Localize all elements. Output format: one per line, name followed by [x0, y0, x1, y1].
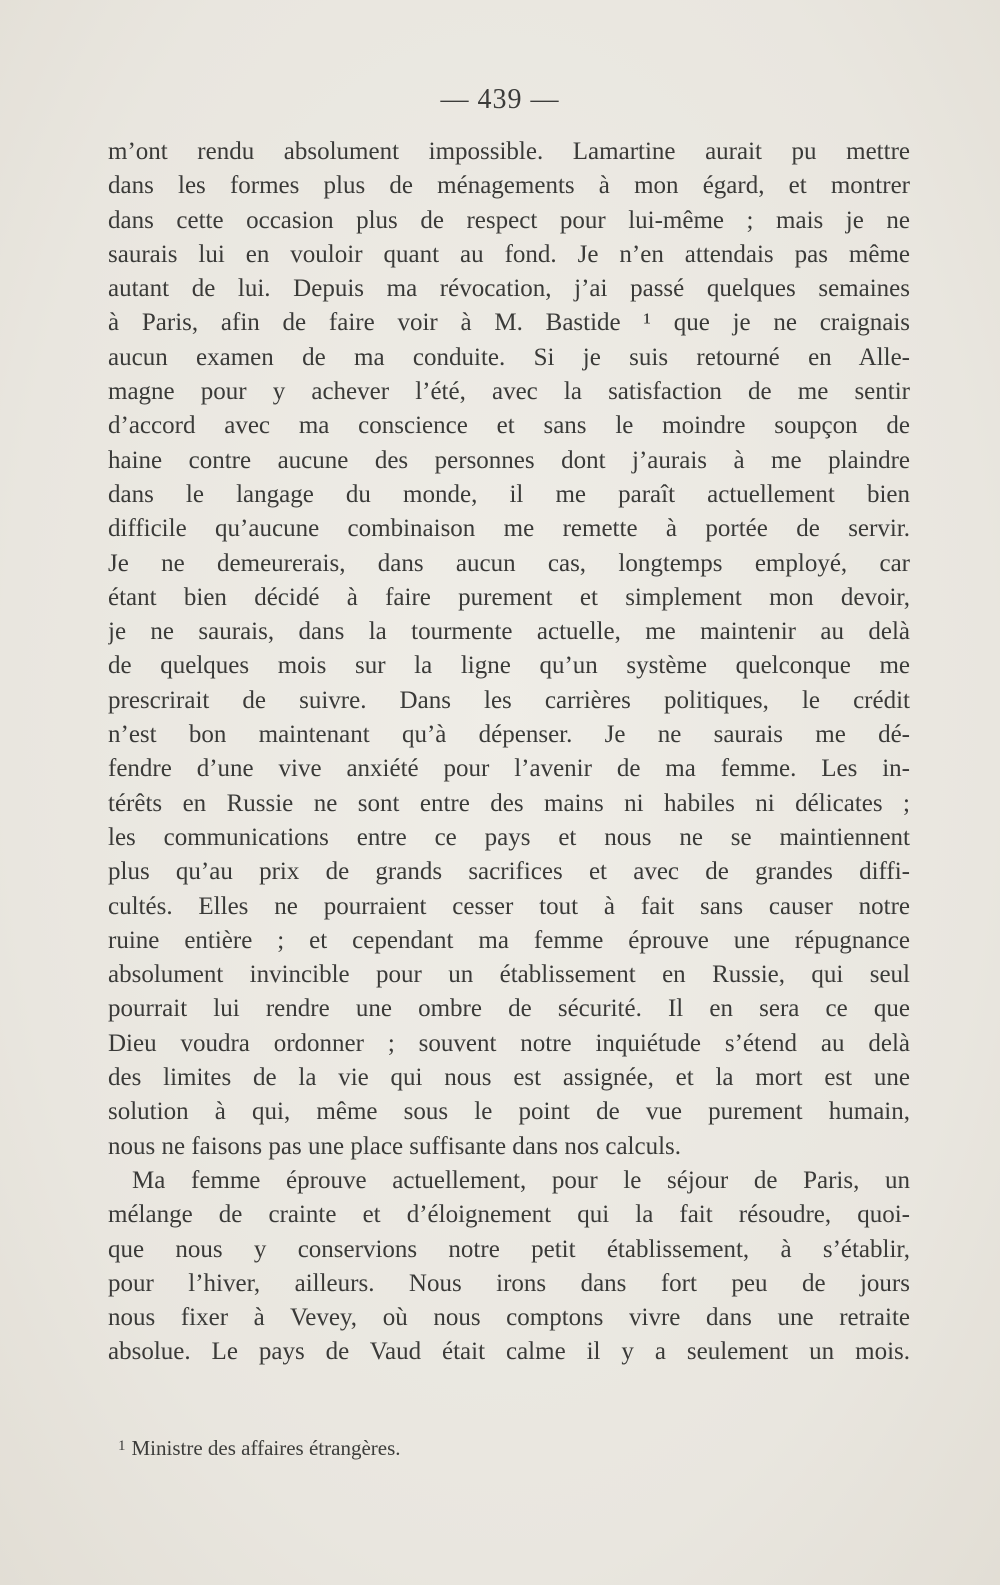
text-line: d’accord avec ma conscience et sans le moindre soupçon de [108, 412, 910, 440]
text-line: Je ne demeurerais, dans aucun cas, longtemps employé, car [108, 549, 910, 577]
text-line: m’ont rendu absolument impossible. Lamartine aurait pu mettre [108, 138, 910, 165]
text-line: térêts en Russie ne sont entre des mains ni habiles ni délicates ; [108, 789, 910, 817]
text-line: ruine entière ; et cependant ma femme éprouve une répugnance [108, 926, 910, 954]
text-line: cultés. Elles ne pourraient cesser tout à fait sans causer notre [108, 892, 910, 920]
text-line: plus qu’au prix de grands sacrifices et avec de grandes diffi- [108, 858, 910, 886]
text-line: mélange de crainte et d’éloignement qui la fait résoudre, quoi- [108, 1201, 910, 1229]
page-number: — 439 — [440, 84, 560, 115]
text-line: nous fixer à Vevey, où nous comptons vivre dans une retraite [108, 1304, 910, 1332]
text-line: les communications entre ce pays et nous ne se maintiennent [108, 823, 910, 851]
text-line: dans le langage du monde, il me paraît actuellement bien [108, 480, 910, 508]
text-line: solution à qui, même sous le point de vue purement humain, [108, 1098, 910, 1126]
text-line: haine contre aucune des personnes dont j’aurais à me plaindre [108, 446, 910, 474]
text-line: de quelques mois sur la ligne qu’un système quelconque me [108, 652, 910, 680]
body-text [108, 135, 910, 1370]
text-line: nous ne faisons pas une place suffisante dans nos calculs. [108, 1132, 682, 1160]
text-line: Dieu voudra ordonner ; souvent notre inquiétude s’étend au delà [108, 1029, 910, 1057]
text-line: difficile qu’aucune combinaison me remette à portée de servir. [108, 515, 910, 543]
text-line: pourrait lui rendre une ombre de sécurité. Il en sera ce que [108, 995, 910, 1023]
text-line: absolument invincible pour un établissement en Russie, qui seul [108, 961, 910, 989]
text-line: absolue. Le pays de Vaud était calme il y a seulement un mois. [108, 1338, 910, 1366]
text-line: prescrirait de suivre. Dans les carrières politiques, le crédit [108, 686, 910, 714]
text-line: à Paris, afin de faire voir à M. Bastide ¹ que je ne craignais [108, 309, 910, 337]
text-line: étant bien décidé à faire purement et simplement mon devoir, [108, 583, 910, 611]
footnote [118, 1436, 401, 1461]
text-line: aucun examen de ma conduite. Si je suis retourné en Alle- [108, 343, 910, 371]
text-line: saurais lui en vouloir quant au fond. Je n’en attendais pas même [108, 240, 910, 268]
text-line: dans les formes plus de ménagements à mon égard, et montrer [108, 172, 910, 200]
text-line: dans cette occasion plus de respect pour lui-même ; mais je ne [108, 206, 910, 234]
text-line: pour l’hiver, ailleurs. Nous irons dans fort peu de jours [108, 1269, 910, 1297]
text-line: je ne saurais, dans la tourmente actuelle, me maintenir au delà [108, 618, 910, 646]
text-line: que nous y conservions notre petit établissement, à s’établir, [108, 1235, 910, 1263]
text-line: des limites de la vie qui nous est assignée, et la mort est une [108, 1064, 910, 1092]
footnote-text: Ministre des affaires étrangères. [131, 1436, 401, 1460]
text-line: magne pour y achever l’été, avec la satisfaction de me sentir [108, 378, 910, 406]
footnote-mark: 1 [118, 1438, 126, 1454]
text-line: n’est bon maintenant qu’à dépenser. Je ne saurais me dé- [108, 721, 910, 749]
text-line: autant de lui. Depuis ma révocation, j’ai passé quelques semaines [108, 275, 910, 303]
text-line: fendre d’une vive anxiété pour l’avenir de ma femme. Les in- [108, 755, 910, 783]
text-line: Ma femme éprouve actuellement, pour le séjour de Paris, un [132, 1166, 910, 1194]
